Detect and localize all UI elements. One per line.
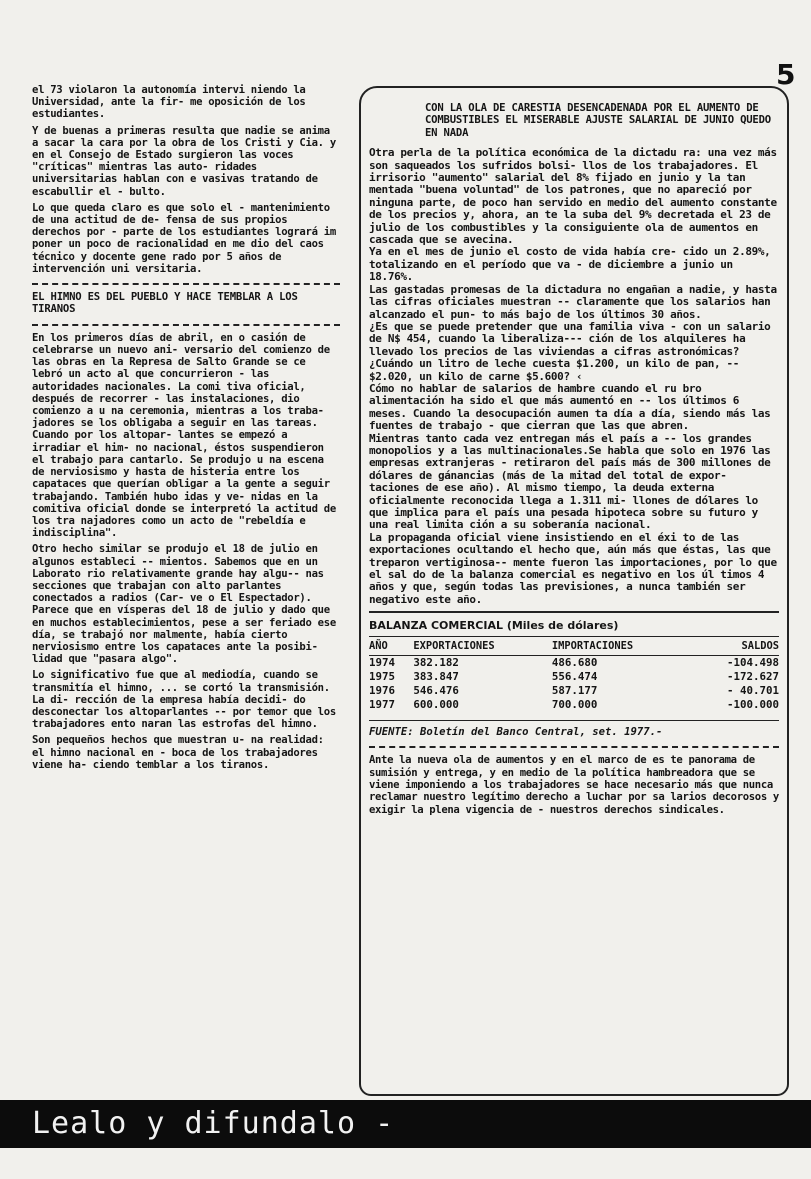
table-title: BALANZA COMERCIAL (Miles de dólares) — [369, 619, 619, 633]
cell-balance: -100.000 — [726, 698, 779, 712]
box-paragraph: Mientras tanto cada vez entregan más el país a -- los grandes monopolios y a las multinacionales.Se habla que solo en 1976 las empresas extranjeras - retiraron del país más de 300 millones de dólares de gánancias (más de la mitad del total de expor- taciones de ese año). Al mismo tiempo, la deuda externa oficialmente reconocida llega a 1.311 mi- llones de dólares lo que implica para el país una pesada hipoteca sobre su futuro y una real limita ción a su soberanía nacional. — [369, 431, 771, 532]
header-exports: EXPORTACIONES — [413, 637, 552, 656]
cell-balance: - 40.701 — [726, 684, 779, 698]
cell-exports: 546.476 — [413, 684, 459, 698]
cell-year: 1975 — [369, 670, 396, 684]
cell-year: 1977 — [369, 698, 396, 712]
cell-year: 1974 — [369, 656, 396, 670]
article-box — [359, 86, 789, 1096]
cell-imports: 587.177 — [551, 684, 598, 698]
left-column — [32, 84, 340, 775]
left-paragraph: Son pequeños hechos que muestran u- na realidad: el himno nacional en - boca de los trabajadores viene ha- ciendo temblar a los tiranos. — [32, 734, 324, 771]
table-row — [369, 698, 779, 712]
table-header-row — [369, 637, 779, 656]
trade-balance-table-section — [369, 611, 779, 738]
box-body — [369, 147, 779, 606]
cell-exports: 382.182 — [413, 656, 459, 670]
box-paragraph: Otra perla de la política económica de la dictadu ra: una vez más son saqueados los sufridos bolsi- llos de los trabajadores. El irrisorio "aumento" salarial del 8% fijado en junio y la tan mentada "buena voluntad" de los patrones, que no apareció por ninguna parte, de poco han servido en medio del aumento constante de los precios y, ahora, an te la suba del 9% decretada el 23 de julio de los combustibles y la consiguiente ola de aumentos en cascada que se avecina. — [369, 146, 777, 247]
article-headline: EL HIMNO ES DEL PUEBLO Y HACE TEMBLAR A LOS TIRANOS — [32, 291, 298, 316]
left-paragraph: Y de buenas a primeras resulta que nadie se anima a sacar la cara por la obra de los Cristi y Cia. y en el Consejo de Estado surgieron las voces "críticas" mientras las auto- ridades universitarias hablan con e vasivas tratando de escabullir el - bulto. — [32, 124, 336, 198]
left-paragraph: Lo que queda claro es que solo el - mantenimiento de una actitud de de- fensa de sus propios derechos por - parte de los estudiantes logrará im poner un poco de racionalidad en me dio del caos técnico y docente gene rado por 5 años de intervención uni versitaria. — [32, 201, 336, 275]
cell-imports: 700.000 — [551, 698, 598, 712]
dashed-divider — [32, 283, 340, 285]
trade-balance-table — [369, 636, 779, 712]
table-row — [369, 656, 779, 671]
left-paragraph: Otro hecho similar se produjo el 18 de julio en algunos estableci -- mientos. Sabemos que en un Laborato rio relativamente grande hay algu-- nas secciones que trabajan con alto parlantes conectados a radios (Car- ve o El Espectador). Parece que en vísperas del 18 de julio y dado que en muchos establecimientos, pese a ser feriado ese día, se trabajó nor malmente, había cierto nerviosismo entre los capataces ante la posibi- lidad que "pasara algo". — [32, 543, 336, 666]
header-year: AÑO — [369, 637, 413, 656]
table-source: FUENTE: Boletín del Banco Central, set. 1977.- — [369, 720, 779, 738]
box-paragraph: Las gastadas promesas de la dictadura no engañan a nadie, y hasta las cifras oficiales muestran -- claramente que los salarios han alcanzado el pun- to más bajo de los últimos 30 años. — [369, 282, 777, 321]
closing-paragraph: Ante la nueva ola de aumentos y en el marco de es te panorama de sumisión y entrega, y en medio de la política hambreadora que se viene imponiendo a los trabajadores se hace necesario más que nunca reclamar nuestro legítimo derecho a luchar por sa larios decorosos y exigir la plena vigencia de - nuestros derechos sindicales. — [369, 746, 779, 816]
cell-exports: 383.847 — [413, 670, 459, 684]
box-paragraph: La propaganda oficial viene insistiendo en el éxi to de las exportaciones ocultando el hecho que, aún más que éstas, las que treparon vertiginosa-- mente fueron las importaciones, por lo que el sal do de la balanza comercial es negativo en los úl timos 4 años y que, según todas las previsiones, a nunca también ser negativo este año. — [369, 530, 777, 606]
table-row — [369, 684, 779, 698]
footer-banner: Lealo y difundalo - — [0, 1100, 811, 1148]
cell-imports: 556.474 — [551, 670, 598, 684]
page-number: 5 — [776, 58, 796, 91]
cell-imports: 486.680 — [551, 656, 598, 670]
box-paragraph: ¿Es que se puede pretender que una familia viva - con un salario de N$ 454, cuando la liberaliza--- ción de los alquileres ha llevado los precios de las viviendas a cifras astronómicas? ¿Cuándo un litro de leche cuesta $1.200, un kilo de pan, -- $2.020, un kilo de carne $5.600? ‹ — [369, 319, 771, 383]
left-paragraph: Lo significativo fue que al mediodía, cuando se transmitía el himno, ... se cortó la transmisión. La di- rección de la empresa había decidi- do desconectar los altoparlantes -- por temor que los trabajadores ento naran las estrofas del himno. — [32, 669, 336, 731]
dashed-divider — [32, 324, 340, 326]
box-headline: CON LA OLA DE CARESTIA DESENCADENADA POR EL AUMENTO DE COMBUSTIBLES EL MISERABLE AJUSTE SALARIAL DE JUNIO QUEDO EN NADA — [425, 102, 771, 139]
cell-balance: -172.627 — [726, 670, 779, 684]
header-balance: SALDOS — [690, 637, 779, 656]
cell-exports: 600.000 — [413, 698, 459, 712]
cell-year: 1976 — [369, 684, 396, 698]
table-row — [369, 670, 779, 684]
box-paragraph: Ya en el mes de junio el costo de vida había cre- cido un 2.89%, totalizando en el período que va - de diciembre a junio un 18.76%. — [369, 245, 771, 284]
box-paragraph: Cómo no hablar de salarios de hambre cuando el ru bro alimentación ha sido el que más aumentó en -- los últimos 6 meses. Cuando la desocupación aumen ta día a día, siendo más las fuentes de trabajo - que cierran que las que abren. — [369, 381, 771, 433]
header-imports: IMPORTACIONES — [552, 637, 691, 656]
left-paragraph: En los primeros días de abril, en o casión de celebrarse un nuevo ani- versario del comienzo de las obras en la Represa de Salto Grande se ce lebró un acto al que concurrieron - las autoridades nacionales. La comi tiva oficial, después de recorrer - las instalaciones, dio comienzo a u na ceremonia, mientras a los traba- jadores se los obligaba a seguir en las tareas. Cuando por los altopar- lantes se empezó a irradiar el him- no nacional, éstos suspendieron el trabajo para cantarlo. Se produjo u na escena de nerviosismo y hasta de histeria entre los capataces que querían obligar a la gente a seguir trabajando. También hubo idas y ve- nidas en la comitiva oficial donde se interpretó la actitud de los tra najadores como un acto de "rebeldía e indisciplina". — [32, 331, 336, 540]
left-paragraph: el 73 violaron la autonomía intervi niendo la Universidad, ante la fir- me oposición de los estudiantes. — [32, 84, 306, 121]
cell-balance: -104.498 — [726, 656, 779, 670]
